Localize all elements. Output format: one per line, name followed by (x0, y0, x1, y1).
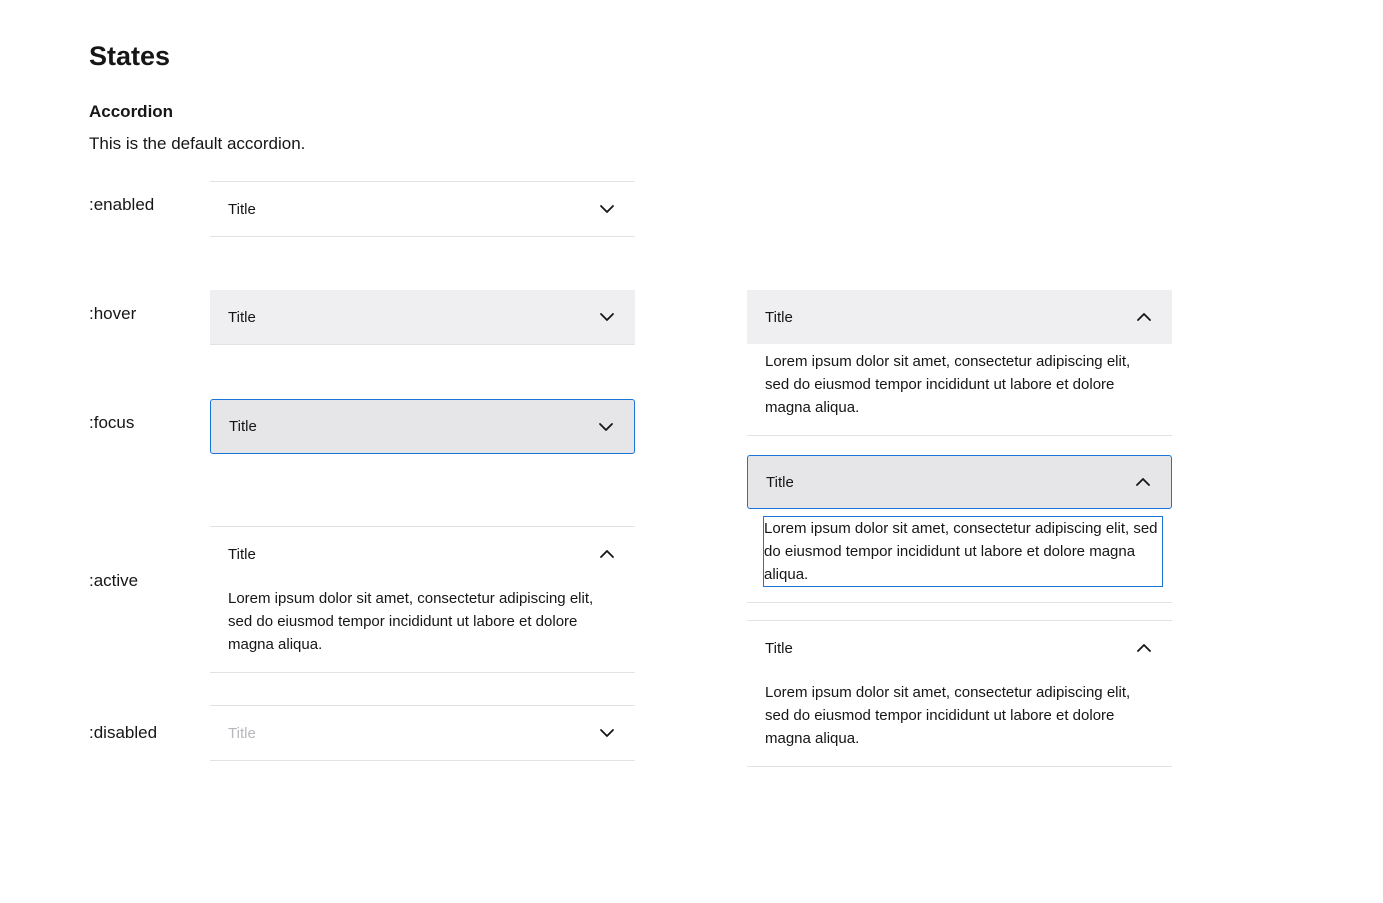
accordion-header[interactable] (747, 621, 1172, 675)
state-label-enabled: :enabled (89, 195, 155, 214)
state-label-hover: :hover (89, 304, 137, 323)
accordion-body: Lorem ipsum dolor sit amet, consectetur adipiscing elit, sed do eiusmod tempor incididunt ut labore et dolore magna aliqua. (765, 353, 1131, 416)
accordion-header[interactable] (210, 290, 635, 344)
state-label-disabled: :disabled (89, 723, 158, 742)
accordion-active (210, 526, 635, 673)
accordion-focus (210, 399, 635, 454)
accordion-focus-expanded (747, 455, 1172, 603)
state-label-active: :active (89, 571, 139, 590)
chevron-up-icon (1136, 309, 1152, 325)
chevron-down-icon (599, 201, 615, 217)
chevron-down-icon (598, 419, 614, 435)
chevron-up-icon (1136, 640, 1152, 656)
accordion-header[interactable] (210, 527, 635, 581)
accordion-title: Title (229, 418, 257, 435)
chevron-down-icon (599, 725, 615, 741)
section-title: Accordion (89, 102, 174, 121)
accordion-header[interactable] (747, 455, 1172, 509)
accordion-title: Title (766, 473, 794, 491)
accordion-title: Title (765, 639, 793, 657)
section-description: This is the default accordion. (89, 134, 306, 153)
page-title: States (89, 41, 171, 71)
accordion-title: Title (228, 200, 256, 218)
accordion-header[interactable] (210, 182, 635, 236)
accordion-title: Title (228, 545, 256, 563)
accordion-header (210, 706, 635, 760)
chevron-up-icon (1135, 474, 1151, 490)
accordion-header[interactable] (210, 399, 635, 454)
accordion-body-focused[interactable]: Lorem ipsum dolor sit amet, consectetur adipiscing elit, sed do eiusmod tempor incididunt ut labore et dolore magna aliqua. (764, 517, 1162, 586)
accordion-hover (210, 290, 635, 345)
accordion-active-expanded (747, 620, 1172, 767)
state-label-focus: :focus (89, 413, 135, 432)
accordion-header[interactable] (747, 290, 1172, 344)
accordion-body: Lorem ipsum dolor sit amet, consectetur adipiscing elit, sed do eiusmod tempor incididunt ut labore et dolore magna aliqua. (228, 590, 594, 653)
accordion-hover-expanded (747, 290, 1172, 436)
accordion-disabled (210, 705, 635, 761)
accordion-body: Lorem ipsum dolor sit amet, consectetur adipiscing elit, sed do eiusmod tempor incididunt ut labore et dolore magna aliqua. (765, 684, 1131, 747)
chevron-up-icon (599, 546, 615, 562)
accordion-enabled (210, 181, 635, 237)
accordion-title: Title (228, 308, 256, 326)
accordion-title: Title (228, 724, 256, 742)
accordion-title: Title (765, 308, 793, 326)
chevron-down-icon (599, 309, 615, 325)
